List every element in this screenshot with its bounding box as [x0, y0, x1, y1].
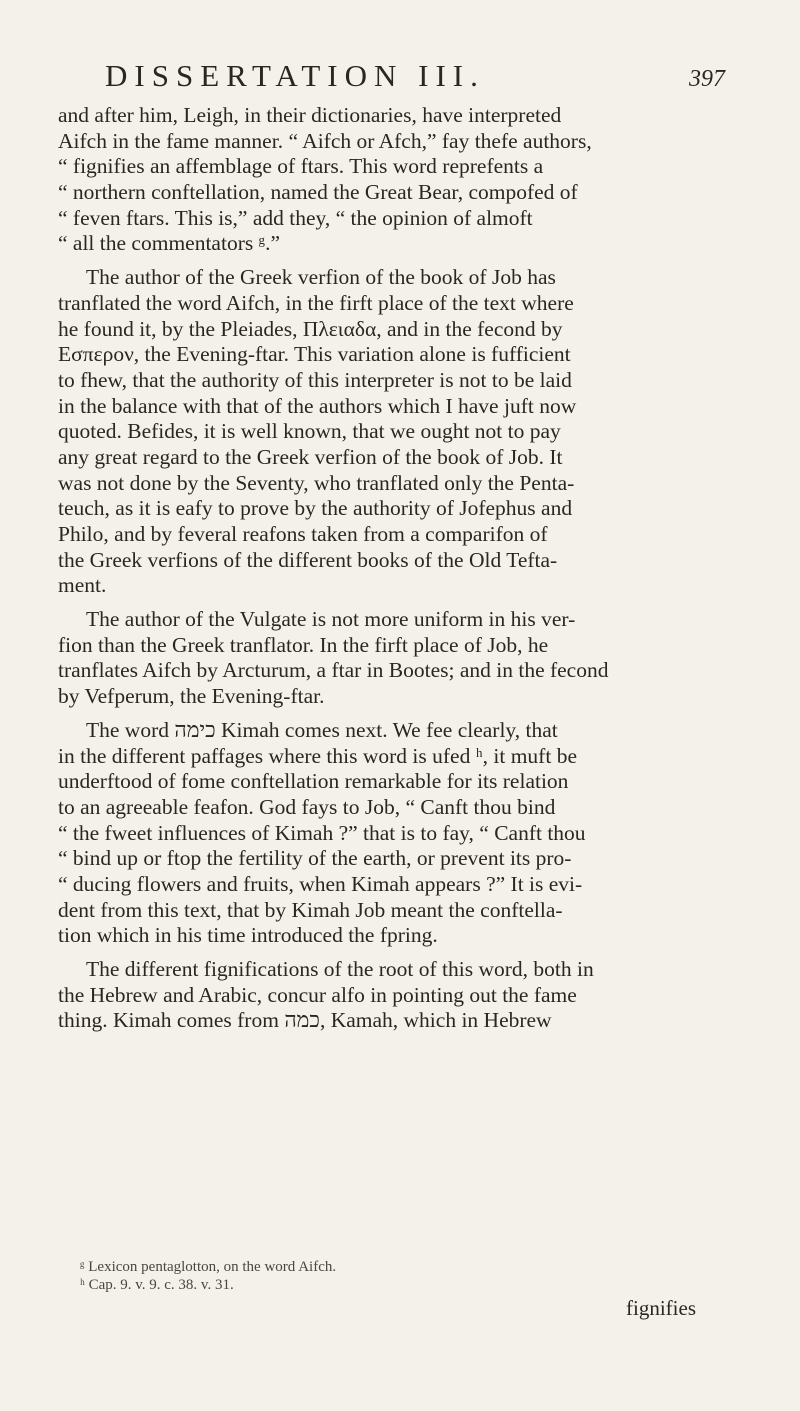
paragraph: [58, 103, 748, 257]
page-header: [105, 58, 725, 102]
page-number: 397: [689, 66, 725, 92]
text-line: and after him, Leigh, in their dictionaries, have interpreted: [58, 103, 562, 127]
text-line: “ bind up or ftop the fertility of the earth, or prevent its pro-: [58, 846, 572, 871]
text-line: he found it, by the Pleiades, Πλειαδα, and in the fecond by: [58, 316, 563, 341]
footnotes: [80, 1258, 680, 1294]
text-line: underftood of fome conftellation remarkable for its relation: [58, 769, 569, 794]
paragraph-gap: [58, 599, 748, 607]
text-line: tion which in his time introduced the fpring.: [58, 923, 438, 948]
text-line: “ northern conftellation, named the Great Bear, compofed of: [58, 180, 578, 205]
text-line: “ ducing flowers and fruits, when Kimah appears ?” It is evi-: [58, 871, 583, 896]
text-line: “ fignifies an affemblage of ftars. This word reprefents a: [58, 154, 544, 179]
body-text: [58, 103, 748, 1034]
text-line: by Vefperum, the Evening-ftar.: [58, 684, 325, 709]
text-line: “ all the commentators ᵍ.”: [58, 231, 280, 256]
text-line: tranflates Aifch by Arcturum, a ftar in Bootes; and in the fecond: [58, 658, 609, 683]
paragraph: [58, 265, 748, 599]
text-line: fion than the Greek tranflator. In the firft place of Job, he: [58, 632, 549, 657]
paragraph-gap: [58, 257, 748, 265]
text-line: any great regard to the Greek verfion of the book of Job. It: [58, 444, 563, 469]
text-line: “ feven ftars. This is,” add they, “ the opinion of almoft: [58, 205, 533, 230]
text-line: teuch, as it is eafy to prove by the authority of Jofephus and: [58, 496, 573, 521]
paragraph-gap: [58, 949, 748, 957]
text-line: the Greek verfions of the different books of the Old Tefta-: [58, 547, 558, 572]
paragraph: [58, 957, 748, 1034]
paragraph: [58, 607, 748, 710]
text-line: Aifch in the fame manner. “ Aifch or Afch,” fay thefe authors,: [58, 128, 592, 153]
text-line: Εσπερον, the Evening-ftar. This variation alone is fufficient: [58, 342, 571, 367]
text-line: was not done by the Seventy, who tranflated only the Penta-: [58, 470, 575, 495]
text-line: in the balance with that of the authors which I have juft now: [58, 393, 577, 418]
text-line: to fhew, that the authority of this interpreter is not to be laid: [58, 367, 572, 392]
text-line: quoted. Befides, it is well known, that we ought not to pay: [58, 419, 561, 444]
text-line: Philo, and by feveral reafons taken from a comparifon of: [58, 522, 548, 546]
text-line: thing. Kimah comes from כמה, Kamah, which in Hebrew: [58, 1008, 552, 1033]
text-line: to an agreeable feafon. God fays to Job, “ Canft thou bind: [58, 794, 556, 819]
footnote-h: ʰ Cap. 9. v. 9. c. 38. v. 31.: [80, 1277, 234, 1293]
paragraph-gap: [58, 710, 748, 718]
running-title: DISSERTATION III.: [105, 58, 485, 93]
text-line: in the different paffages where this word is ufed ʰ, it muft be: [58, 743, 577, 768]
text-line: The author of the Vulgate is not more uniform in his ver-: [86, 607, 576, 632]
text-line: tranflated the word Aifch, in the firft place of the text where: [58, 290, 574, 315]
catchword: fignifies: [626, 1296, 696, 1320]
text-line: The word כימה Kimah comes next. We fee clearly, that: [86, 717, 558, 742]
footnote-g: ᵍ Lexicon pentaglotton, on the word Aifch.: [80, 1259, 337, 1275]
text-line: The author of the Greek verfion of the book of Job has: [86, 265, 556, 290]
text-line: “ the fweet influences of Kimah ?” that is to fay, “ Canft thou: [58, 820, 586, 845]
paragraph: [58, 718, 748, 949]
text-line: ment.: [58, 573, 107, 598]
text-line: the Hebrew and Arabic, concur alfo in pointing out the fame: [58, 982, 577, 1007]
text-line: dent from this text, that by Kimah Job meant the conftella-: [58, 897, 563, 922]
text-line: The different fignifications of the root of this word, both in: [86, 957, 594, 981]
